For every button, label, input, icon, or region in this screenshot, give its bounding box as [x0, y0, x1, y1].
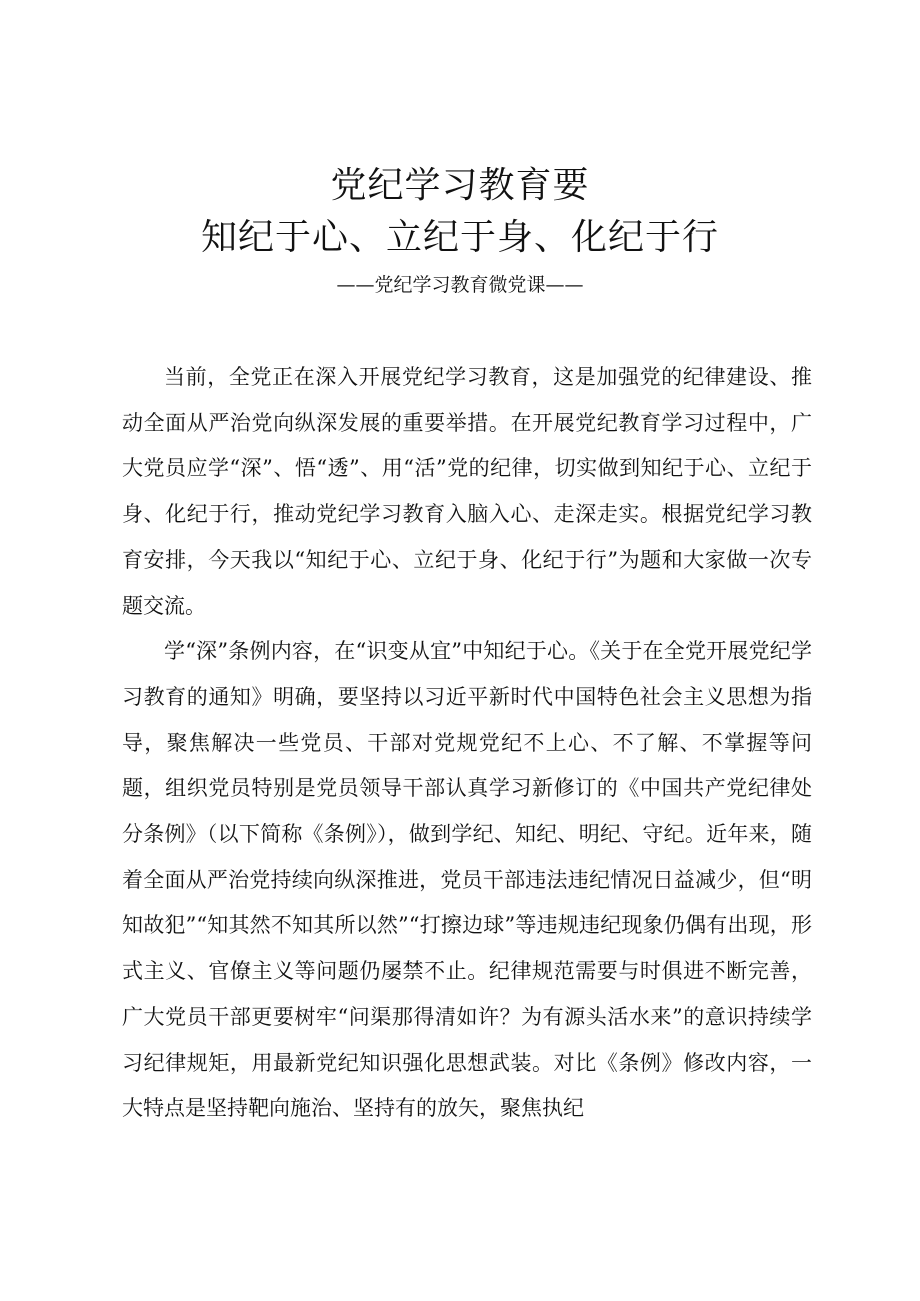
subtitle: ——党纪学习教育微党课—— [336, 274, 584, 296]
title-line-1: 党纪学习教育要 [330, 165, 590, 206]
paragraph-1: 当前，全党正在深入开展党纪学习教育，这是加强党的纪律建设、推动全面从严治党向纵深发展的重要举措。在开展党纪教育学习过程中，广大党员应学“深”、悟“透”、用“活”党的纪律，切实做到知纪于心、立纪于身、化纪于行，推动党纪学习教育入脑入心、走深走实。根据党纪学习教育安排，今天我以“知纪于心、立纪于身、化纪于行”为题和大家做一次专题交流。 [122, 365, 812, 618]
title-block [0, 160, 920, 300]
paragraph-2: 学“深”条例内容，在“识变从宜”中知纪于心。《关于在全党开展党纪学习教育的通知》明确，要坚持以习近平新时代中国特色社会主义思想为指导，聚焦解决一些党员、干部对党规党纪不上心、不了解、不掌握等问题，组织党员特别是党员领导干部认真学习新修订的《中国共产党纪律处分条例》（以下简称《条例》），做到学纪、知纪、明纪、守纪。近年来，随着全面从严治党持续向纵深推进，党员干部违法违纪情况日益减少，但“明知故犯”“知其然不知其所以然”“打擦边球”等违规违纪现象仍偶有出现，形式主义、官僚主义等问题仍屡禁不止。纪律规范需要与时俱进不断完善，广大党员干部更要树牢“问渠那得清如许？为有源头活水来”的意识持续学习纪律规矩，用最新党纪知识强化思想武装。对比《条例》修改内容，一大特点是坚持靶向施治、坚持有的放矢，聚焦执纪 [122, 639, 812, 1121]
title-line-2: 知纪于心、立纪于身、化纪于行 [200, 217, 719, 258]
body-text [122, 355, 812, 1132]
